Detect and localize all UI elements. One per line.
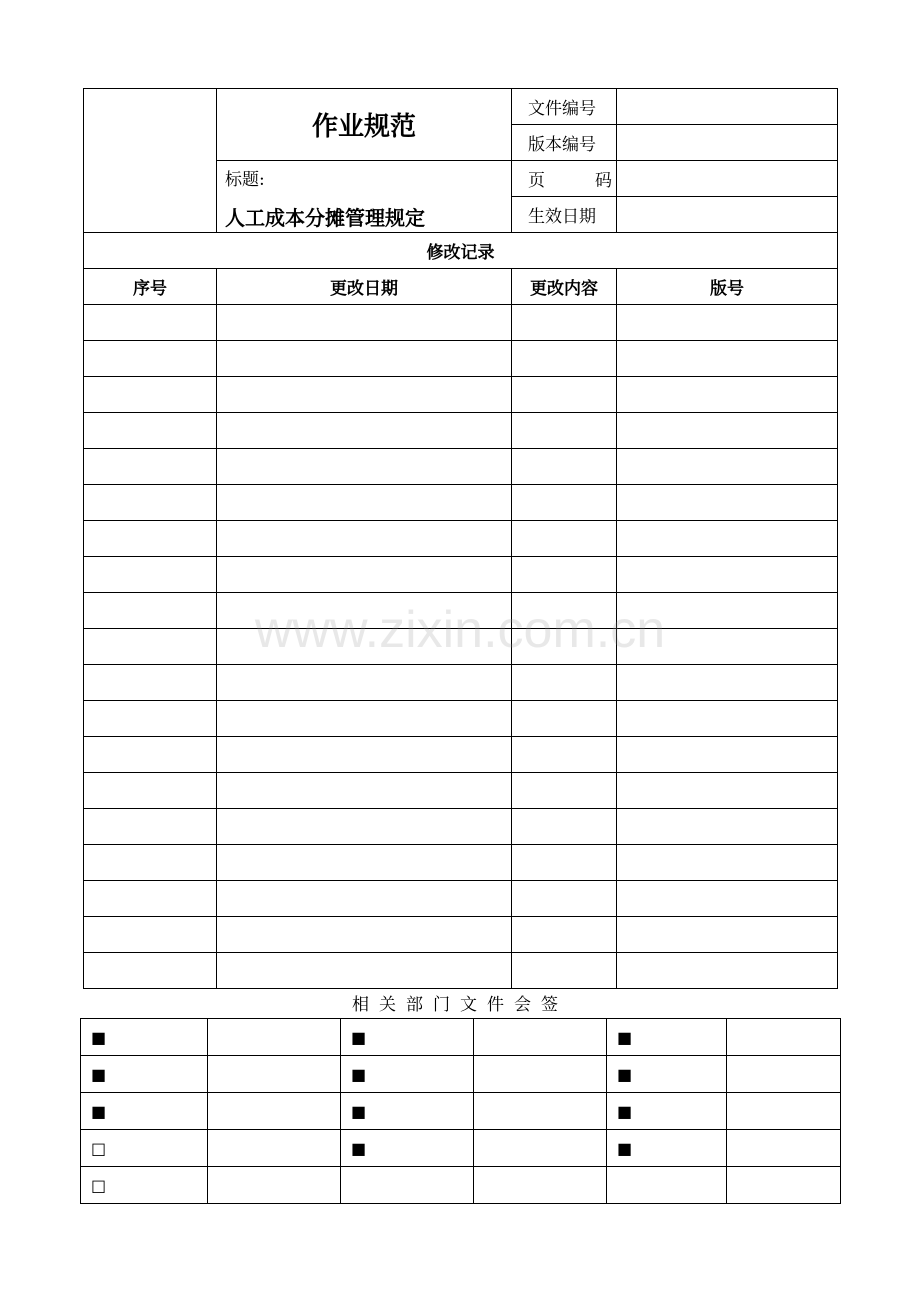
signoff-signature-cell[interactable] (208, 1130, 341, 1167)
change-date-cell[interactable] (217, 665, 512, 701)
revision-log-title: 修改记录 (84, 233, 838, 269)
page-number-value[interactable] (617, 161, 838, 197)
change-content-cell[interactable] (512, 917, 617, 953)
change-date-cell[interactable] (217, 737, 512, 773)
version-cell[interactable] (617, 953, 838, 989)
version-cell[interactable] (617, 917, 838, 953)
version-cell[interactable] (617, 773, 838, 809)
watermark: www.zixin.com.cn (254, 601, 666, 659)
version-cell[interactable] (617, 521, 838, 557)
table-row (84, 773, 838, 809)
change-content-cell[interactable] (512, 413, 617, 449)
change-date-cell[interactable] (217, 917, 512, 953)
signoff-signature-cell[interactable] (208, 1056, 341, 1093)
table-row (84, 701, 838, 737)
checkbox-filled-icon[interactable]: ■ (81, 1019, 208, 1056)
effective-date-value[interactable] (617, 197, 838, 233)
signoff-row (81, 1167, 841, 1204)
checkbox-filled-icon[interactable]: ■ (607, 1019, 727, 1056)
change-date-cell[interactable] (217, 701, 512, 737)
signoff-caption: 相关部门文件会签 (352, 995, 568, 1015)
seq-cell[interactable] (84, 449, 217, 485)
change-content-cell[interactable] (512, 449, 617, 485)
signoff-dept-cell[interactable] (341, 1167, 474, 1204)
table-row (84, 629, 838, 665)
change-date-cell[interactable] (217, 881, 512, 917)
change-date-cell[interactable] (217, 773, 512, 809)
seq-cell[interactable] (84, 845, 217, 881)
file-number-value[interactable] (617, 89, 838, 125)
change-content-cell[interactable] (512, 557, 617, 593)
checkbox-filled-icon[interactable]: ■ (341, 1093, 474, 1130)
change-content-cell[interactable] (512, 629, 617, 665)
change-content-cell[interactable] (512, 377, 617, 413)
change-content-cell[interactable] (512, 881, 617, 917)
column-header-version: 版号 (617, 269, 838, 305)
signoff-signature-cell[interactable] (474, 1130, 607, 1167)
signoff-signature-cell[interactable] (208, 1019, 341, 1056)
signoff-dept-cell[interactable] (607, 1167, 727, 1204)
seq-cell[interactable] (84, 413, 217, 449)
title-label: 标题: (225, 170, 265, 190)
signoff-row (81, 1093, 841, 1130)
checkbox-filled-icon[interactable]: ■ (607, 1056, 727, 1093)
page-label-a: 页 (528, 171, 545, 191)
change-date-cell[interactable] (217, 305, 512, 341)
signoff-signature-cell[interactable] (474, 1093, 607, 1130)
change-date-cell[interactable] (217, 341, 512, 377)
change-date-cell[interactable] (217, 953, 512, 989)
seq-cell[interactable] (84, 917, 217, 953)
seq-cell[interactable] (84, 701, 217, 737)
seq-cell[interactable] (84, 521, 217, 557)
change-date-cell[interactable] (217, 521, 512, 557)
signoff-signature-cell[interactable] (208, 1093, 341, 1130)
seq-cell[interactable] (84, 809, 217, 845)
seq-cell[interactable] (84, 773, 217, 809)
version-cell[interactable] (617, 593, 838, 629)
title-cell (217, 161, 512, 233)
change-content-cell[interactable] (512, 953, 617, 989)
table-row (84, 485, 838, 521)
change-content-cell[interactable] (512, 701, 617, 737)
change-content-cell[interactable] (512, 845, 617, 881)
version-cell[interactable] (617, 377, 838, 413)
table-row (84, 305, 838, 341)
seq-cell[interactable] (84, 881, 217, 917)
table-row (84, 413, 838, 449)
signoff-signature-cell[interactable] (474, 1056, 607, 1093)
page-number-label (512, 161, 617, 197)
revision-log-body (84, 305, 838, 989)
checkbox-filled-icon[interactable]: ■ (81, 1056, 208, 1093)
signoff-signature-cell[interactable] (727, 1019, 841, 1056)
version-cell[interactable] (617, 809, 838, 845)
seq-cell[interactable] (84, 557, 217, 593)
signoff-table (80, 1018, 841, 1204)
checkbox-filled-icon[interactable]: ■ (341, 1056, 474, 1093)
column-header-seq: 序号 (84, 269, 217, 305)
seq-cell[interactable] (84, 665, 217, 701)
change-content-cell[interactable] (512, 521, 617, 557)
change-content-cell[interactable] (512, 341, 617, 377)
table-row (84, 665, 838, 701)
version-cell[interactable] (617, 341, 838, 377)
seq-cell[interactable] (84, 737, 217, 773)
table-row (84, 845, 838, 881)
signoff-body (81, 1019, 841, 1204)
table-row (84, 593, 838, 629)
document-type: 作业规范 (217, 89, 512, 161)
signoff-signature-cell[interactable] (208, 1167, 341, 1204)
version-number-value[interactable] (617, 125, 838, 161)
checkbox-filled-icon[interactable]: ■ (81, 1093, 208, 1130)
change-date-cell[interactable] (217, 593, 512, 629)
change-date-cell[interactable] (217, 485, 512, 521)
change-content-cell[interactable] (512, 809, 617, 845)
change-content-cell[interactable] (512, 665, 617, 701)
change-date-cell[interactable] (217, 557, 512, 593)
table-row (84, 341, 838, 377)
signoff-row (81, 1130, 841, 1167)
signoff-row (81, 1019, 841, 1056)
version-cell[interactable] (617, 305, 838, 341)
table-row (84, 521, 838, 557)
change-content-cell[interactable] (512, 593, 617, 629)
checkbox-filled-icon[interactable]: ■ (341, 1019, 474, 1056)
version-cell[interactable] (617, 701, 838, 737)
signoff-signature-cell[interactable] (727, 1056, 841, 1093)
change-content-cell[interactable] (512, 737, 617, 773)
table-row (84, 881, 838, 917)
change-date-cell[interactable] (217, 845, 512, 881)
version-number-label: 版本编号 (512, 125, 617, 161)
seq-cell[interactable] (84, 629, 217, 665)
version-cell[interactable] (617, 413, 838, 449)
change-content-cell[interactable] (512, 773, 617, 809)
table-row (84, 953, 838, 989)
column-header-change-date: 更改日期 (217, 269, 512, 305)
table-row (84, 809, 838, 845)
checkbox-filled-icon[interactable]: ■ (607, 1130, 727, 1167)
document-header-table (83, 88, 838, 989)
signoff-signature-cell[interactable] (474, 1167, 607, 1204)
signoff-signature-cell[interactable] (727, 1093, 841, 1130)
checkbox-filled-icon[interactable]: ■ (341, 1130, 474, 1167)
change-content-cell[interactable] (512, 305, 617, 341)
signoff-signature-cell[interactable] (727, 1167, 841, 1204)
signoff-signature-cell[interactable] (727, 1130, 841, 1167)
seq-cell[interactable] (84, 953, 217, 989)
file-number-label: 文件编号 (512, 89, 617, 125)
change-content-cell[interactable] (512, 485, 617, 521)
table-row (84, 917, 838, 953)
signoff-row (81, 1056, 841, 1093)
checkbox-filled-icon[interactable]: ■ (607, 1093, 727, 1130)
version-cell[interactable] (617, 557, 838, 593)
change-date-cell[interactable] (217, 377, 512, 413)
change-date-cell[interactable] (217, 629, 512, 665)
change-date-cell[interactable] (217, 809, 512, 845)
document-title: 人工成本分摊管理规定 (225, 206, 425, 230)
logo-cell (84, 89, 217, 233)
checkbox-empty-icon[interactable]: □ (81, 1167, 208, 1204)
change-date-cell[interactable] (217, 449, 512, 485)
seq-cell[interactable] (84, 485, 217, 521)
table-row (84, 449, 838, 485)
table-row (84, 737, 838, 773)
seq-cell[interactable] (84, 593, 217, 629)
version-cell[interactable] (617, 737, 838, 773)
version-cell[interactable] (617, 665, 838, 701)
version-cell[interactable] (617, 881, 838, 917)
column-header-change-content: 更改内容 (512, 269, 617, 305)
table-row (84, 377, 838, 413)
page-label-b: 码 (595, 171, 612, 191)
version-cell[interactable] (617, 449, 838, 485)
seq-cell[interactable] (84, 305, 217, 341)
version-cell[interactable] (617, 485, 838, 521)
checkbox-empty-icon[interactable]: □ (81, 1130, 208, 1167)
signoff-signature-cell[interactable] (474, 1019, 607, 1056)
seq-cell[interactable] (84, 377, 217, 413)
effective-date-label: 生效日期 (512, 197, 617, 233)
version-cell[interactable] (617, 629, 838, 665)
table-row (84, 557, 838, 593)
seq-cell[interactable] (84, 341, 217, 377)
change-date-cell[interactable] (217, 413, 512, 449)
version-cell[interactable] (617, 845, 838, 881)
